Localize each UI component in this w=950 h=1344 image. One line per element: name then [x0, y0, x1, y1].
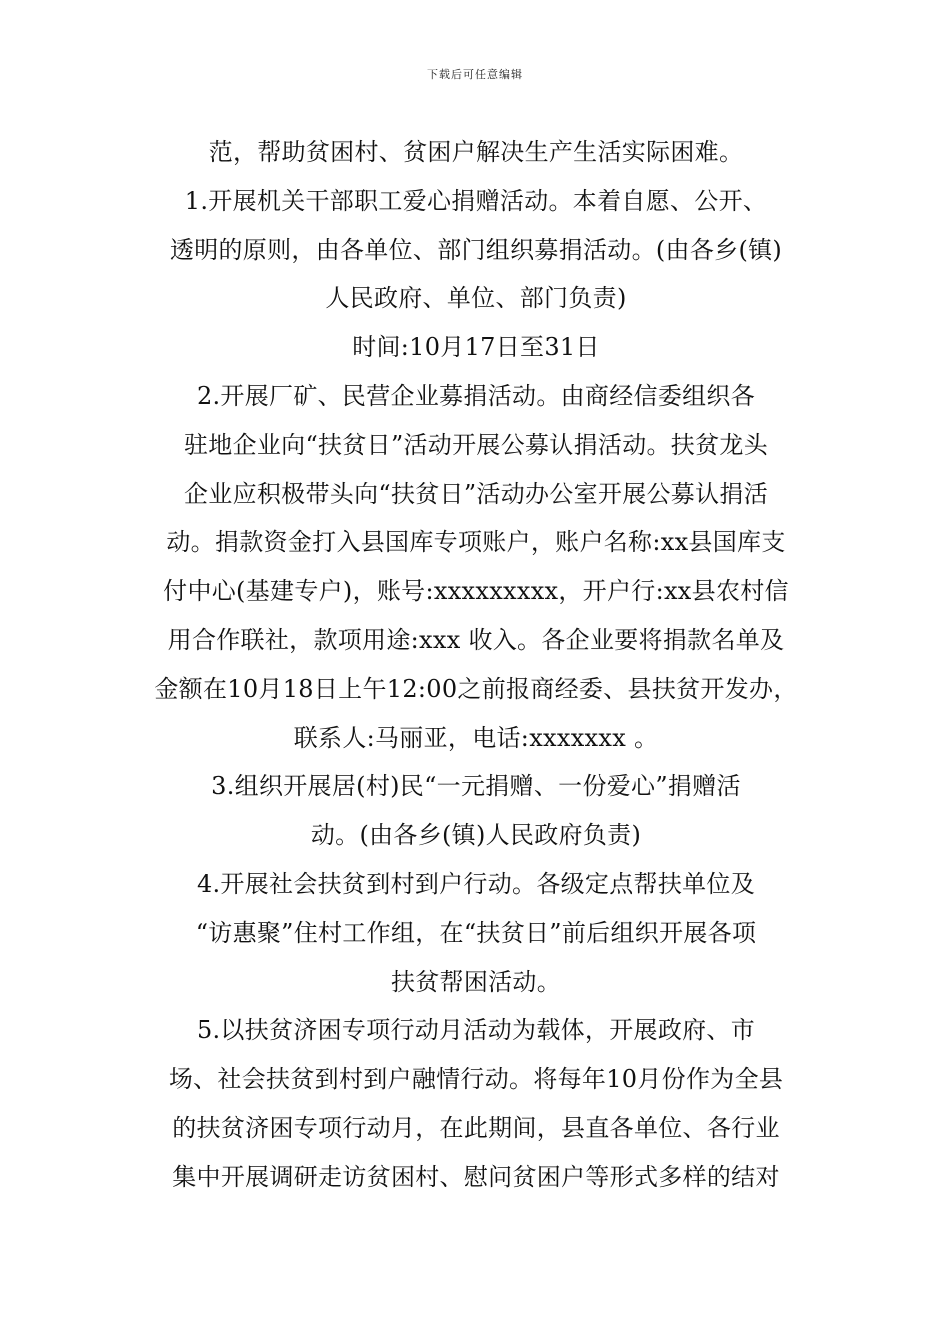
text-line: 动。(由各乡(镇)人民政府负责)	[310, 821, 642, 850]
text-line: 范，帮助贫困村、贫困户解决生产生活实际困难。	[208, 138, 744, 166]
text-line: 3.组织开展居(村)民“一元捐赠、一份爱心”捐赠活	[211, 772, 741, 801]
text-line: 5.以扶贫济困专项行动月活动为载体，开展政府、市	[196, 1016, 756, 1045]
text-line: 2.开展厂矿、民营企业募捐活动。由商经信委组织各	[196, 381, 756, 410]
text-line: 动。捐款资金打入县国库专项账户，账户名称:xx县国库支	[166, 528, 786, 557]
text-line: 1.开展机关干部职工爱心捐赠活动。本着自愿、公开、	[184, 186, 768, 215]
text-line: 的扶贫济困专项行动月，在此期间，县直各单位、各行业	[172, 1113, 780, 1142]
text-line: 扶贫帮困活动。	[390, 967, 562, 996]
text-line: “访惠聚”住村工作组，在“扶贫日”前后组织开展各项	[195, 918, 757, 947]
text-line: 企业应积极带头向“扶贫日”活动办公室开展公募认捐活	[183, 479, 769, 508]
text-line: 驻地企业向“扶贫日”活动开展公募认捐活动。扶贫龙头	[183, 430, 769, 459]
text-line: 付中心(基建专户)，账号:xxxxxxxxx，开户行:xx县农村信	[163, 577, 789, 606]
text-line: 透明的原则，由各单位、部门组织募捐活动。(由各乡(镇)	[169, 235, 783, 264]
text-line: 场、社会扶贫到村到户融情行动。将每年10月份作为全县	[168, 1065, 784, 1094]
text-line: 时间:10月17日至31日	[352, 333, 600, 362]
text-line: 联系人:马丽亚，电话:xxxxxxx 。	[293, 723, 659, 752]
text-line: 4.开展社会扶贫到村到户行动。各级定点帮扶单位及	[196, 869, 756, 898]
page-header: 下载后可任意编辑	[427, 68, 523, 81]
text-line: 金额在10月18日上午12:00之前报商经委、县扶贫开发办，	[154, 674, 798, 703]
text-line: 人民政府、单位、部门负责)	[325, 284, 627, 313]
text-line: 集中开展调研走访贫困村、慰问贫困户等形式多样的结对	[172, 1162, 780, 1191]
document-body	[140, 128, 812, 1202]
text-line: 用合作联社，款项用途:xxx 收入。各企业要将捐款名单及	[167, 625, 785, 654]
